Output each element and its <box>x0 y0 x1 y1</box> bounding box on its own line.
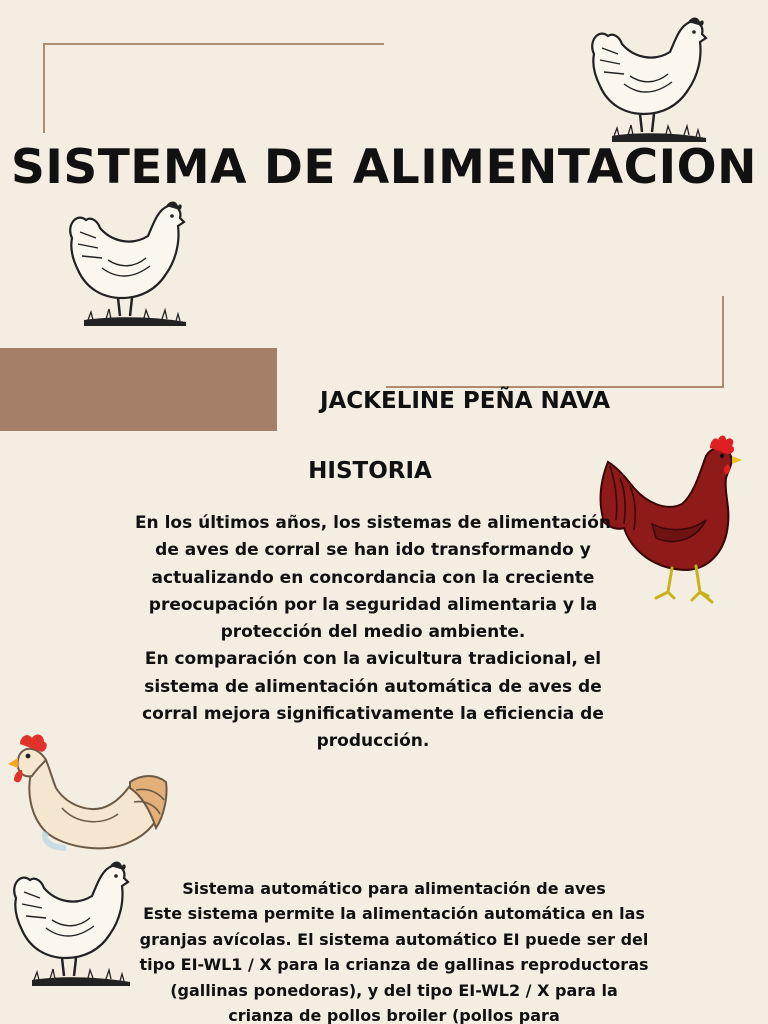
hen-sketch-icon <box>6 858 132 990</box>
section-title-historia: HISTORIA <box>308 458 432 484</box>
frame-line-right <box>722 296 724 387</box>
history-paragraph: En comparación con la avicultura tradicional, el sistema de alimentación automática de aves de corral mejora significativamente la eficiencia de producción. <box>142 649 604 752</box>
automatic-system-paragraph: Este sistema permite la alimentación automática en las granjas avícolas. El sistema automático EI puede ser del tipo EI-WL1 / X para la crianza de gallinas reproductoras (gallinas ponedoras), y del tipo EI-WL2 / X para la crianza de pollos broiler (pollos para <box>139 904 649 1024</box>
author-name: JACKELINE PEÑA NAVA <box>319 388 611 414</box>
frame-line-left <box>43 43 45 133</box>
hen-sketch-icon <box>584 14 710 146</box>
accent-block <box>0 348 277 431</box>
hen-sketch-icon <box>62 198 188 330</box>
history-text <box>130 510 616 756</box>
red-hen-icon <box>596 432 746 610</box>
history-paragraph: En los últimos años, los sistemas de alimentación de aves de corral se han ido transformando y actualizando en concordancia con la creciente preocupación por la seguridad alimentaria y la protección del medio ambiente. <box>134 513 612 643</box>
automatic-system-text <box>138 876 650 1024</box>
frame-line-top <box>44 43 384 45</box>
document-title: SISTEMA DE ALIMENTACION <box>11 140 757 195</box>
automatic-system-heading: Sistema automático para alimentación de aves <box>182 879 606 898</box>
cartoon-hen-icon <box>6 730 168 866</box>
